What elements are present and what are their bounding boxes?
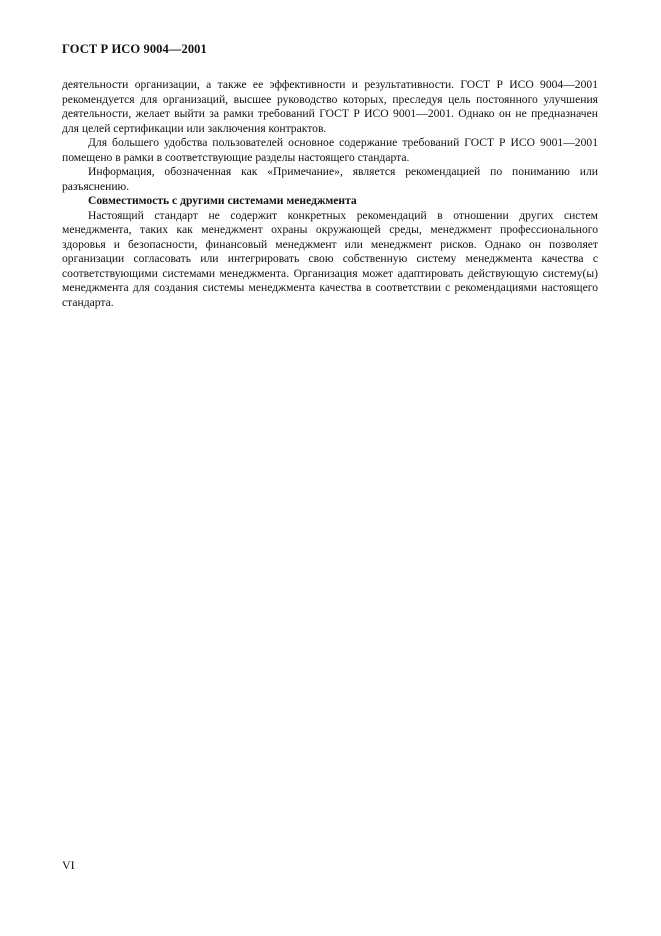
- paragraph-continuation: деятельности организации, а также ее эффективности и результативности. ГОСТ Р ИСО 9004—2001 рекомендуется для организаций, высшее руководство которых, преследуя цель постоянного улучшения деятельности, желает выйти за рамки требований ГОСТ Р ИСО 9001—2001. Однако он не предназначен для целей сертификации или заключения контрактов.: [62, 78, 598, 135]
- page-number: VI: [62, 858, 75, 872]
- paragraph-compatibility: Настоящий стандарт не содержит конкретных рекомендаций в отношении других систем менеджмента, таких как менеджмент охраны окружающей среды, менеджмент профессионального здоровья и безопасности, финансовый менеджмент или менеджмент рисков. Однако он позволяет организации согласовать или интегрировать свою собственную систему менеджмента качества с соответствующими системами менеджмента. Организация может адаптировать действующую систему(ы) менеджмента для создания системы менеджмента качества в соответствии с рекомендациями настоящего стандарта.: [62, 208, 598, 309]
- running-header: ГОСТ Р ИСО 9004—2001: [62, 42, 207, 56]
- paragraph-note-info: Информация, обозначенная как «Примечание», является рекомендацией по пониманию или разъяснению.: [62, 165, 598, 193]
- paragraph-boxed-requirements: Для большего удобства пользователей основное содержание требований ГОСТ Р ИСО 9001—2001 помещено в рамки в соответствующие разделы настоящего стандарта.: [62, 136, 598, 164]
- section-heading-compatibility: Совместимость с другими системами менеджмента: [88, 194, 357, 207]
- document-body: [62, 78, 598, 310]
